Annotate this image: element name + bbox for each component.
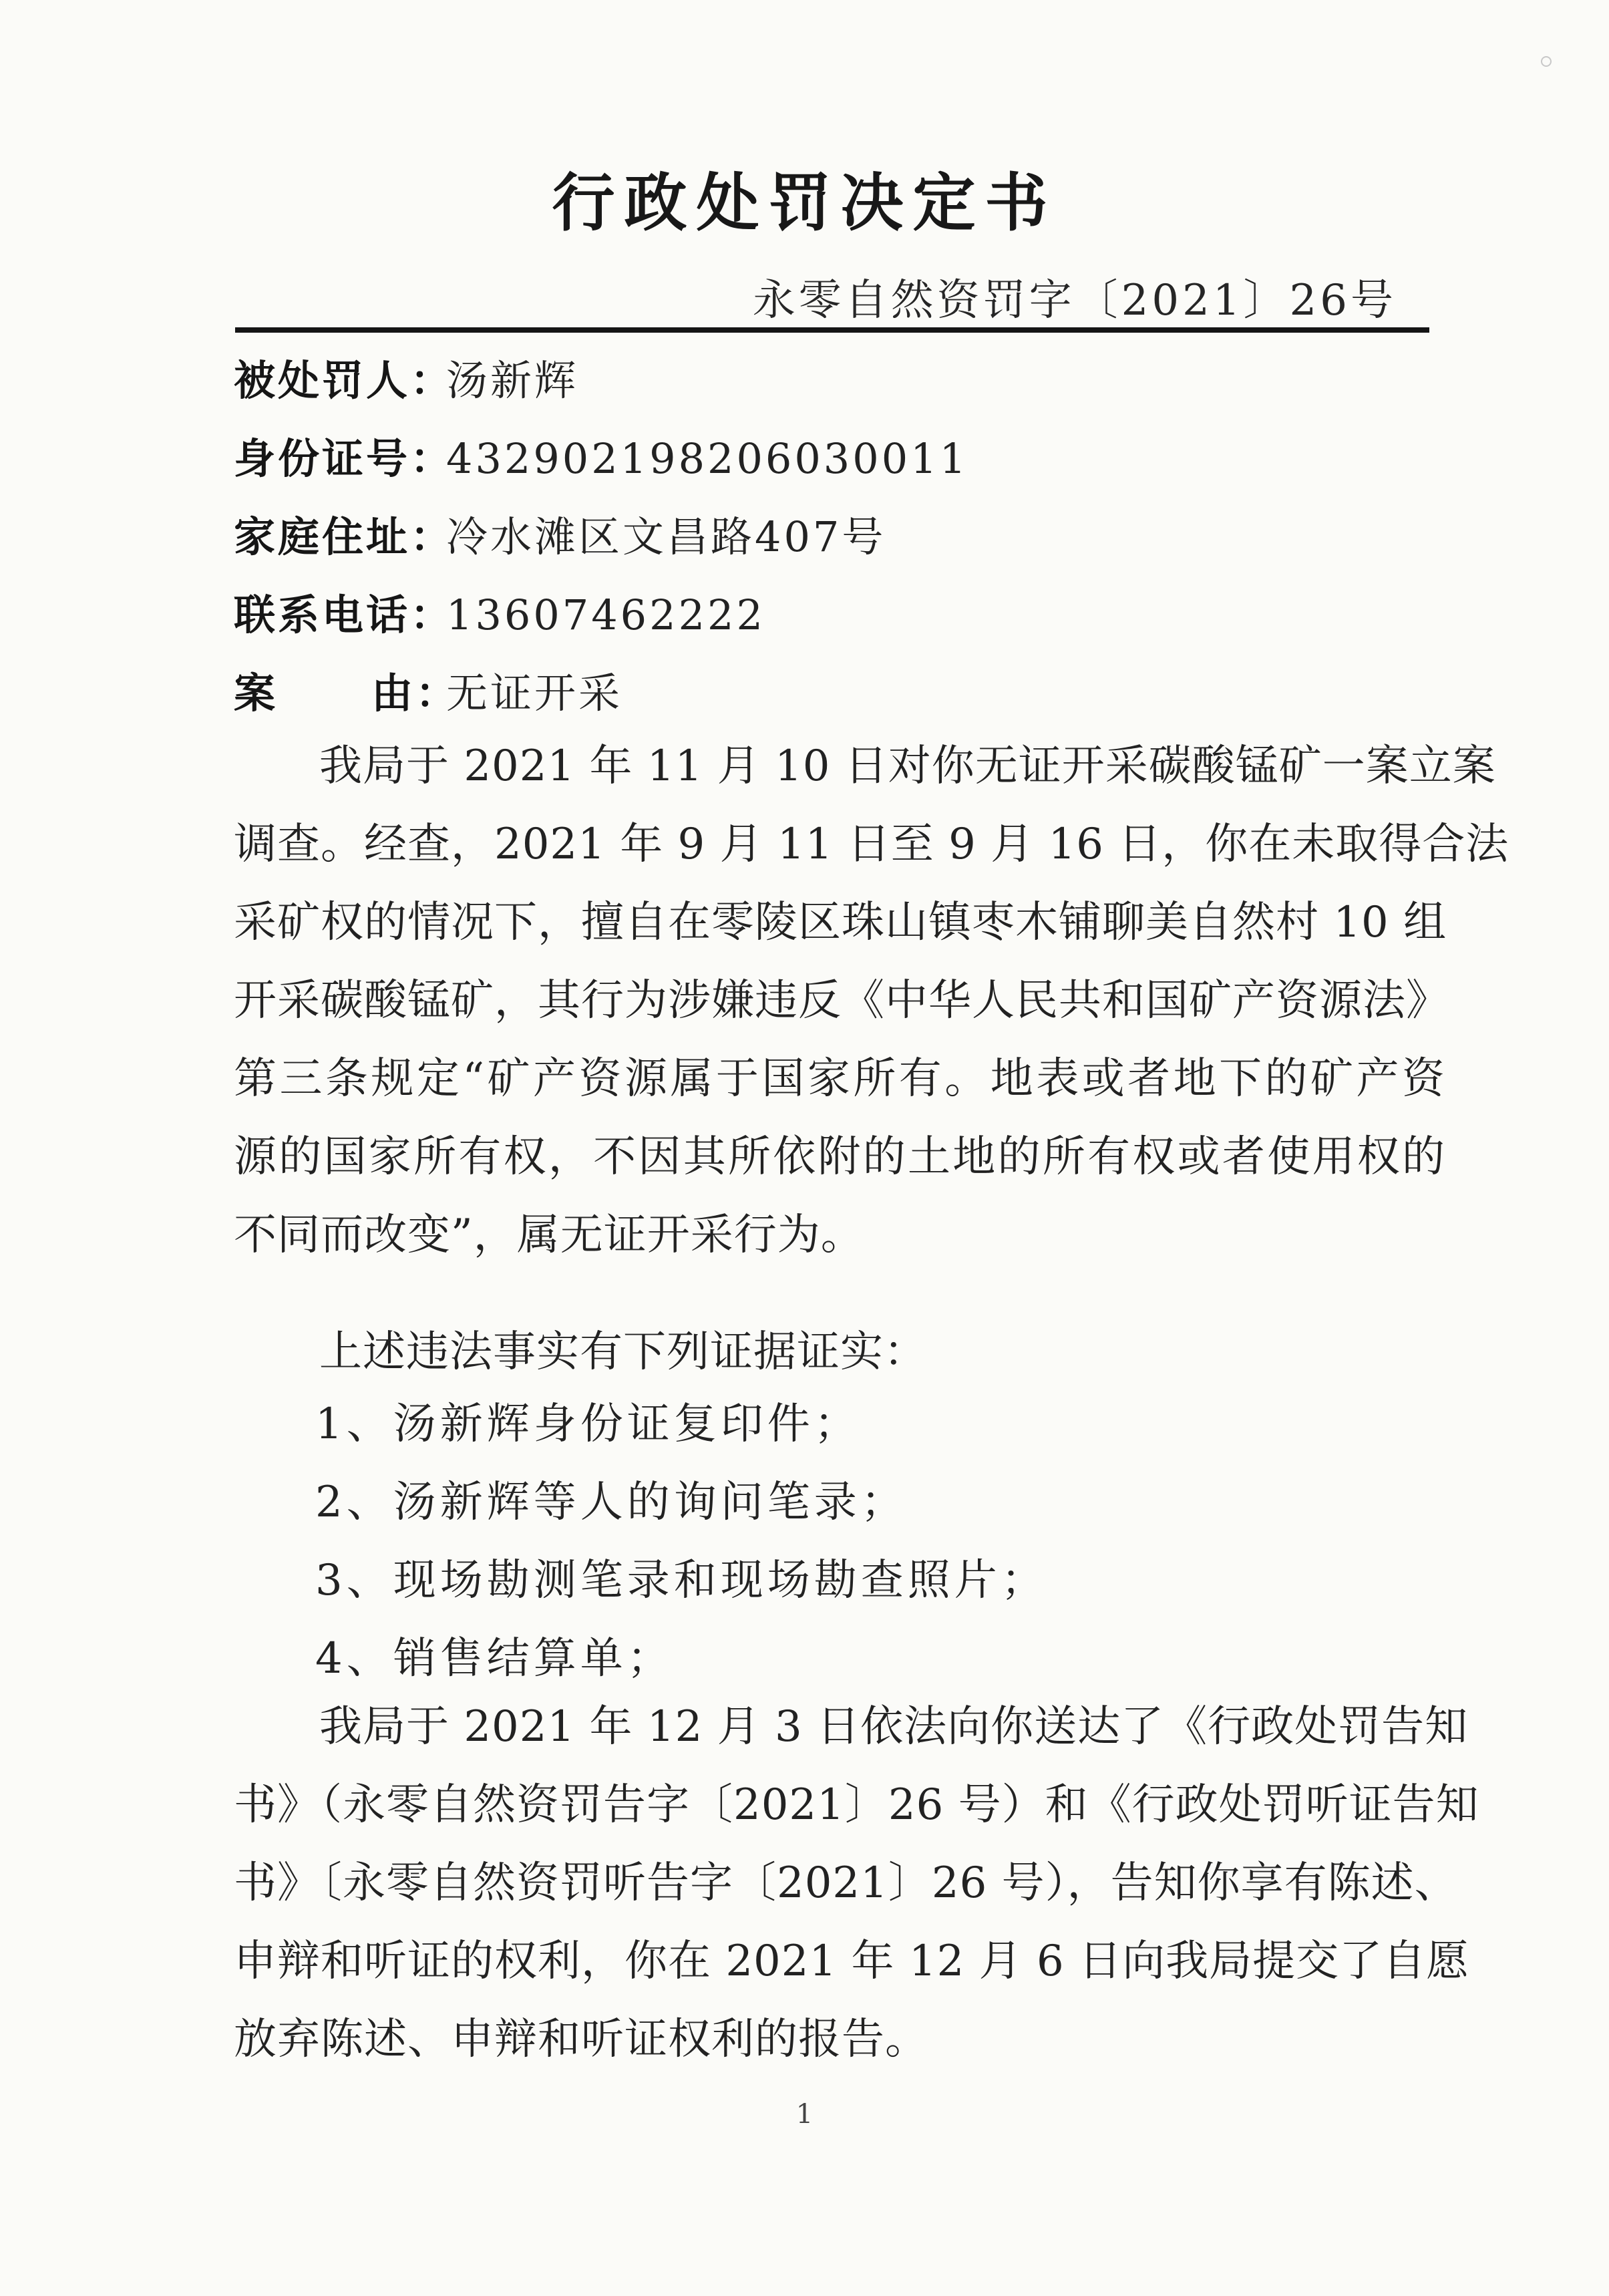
scan-mark [1541,56,1552,67]
field-home-address [234,504,886,563]
paragraph-line: 第三条规定“矿产资源属于国家所有。地表或者地下的矿产资 [234,1054,1445,1104]
paragraph-line: 采矿权的情况下，擅自在零陵区珠山镇枣木铺聊美自然村 10 组 [234,898,1447,947]
paragraph-line: 我局于 2021 年 11 月 10 日对你无证开采碳酸锰矿一案立案 [319,742,1496,791]
evidence-item: 2、汤新辉等人的询问笔录； [315,1478,908,1527]
evidence-intro: 上述违法事实有下列证据证实： [319,1327,927,1377]
field-value: 汤新辉 [446,356,579,405]
field-value: 无证开采 [446,669,623,717]
field-phone [234,582,765,641]
paragraph-line: 不同而改变”，属无证开采行为。 [234,1210,864,1260]
field-value: 13607462222 [446,591,765,639]
investigation-paragraph [234,727,1509,1275]
paragraph-line: 开采碳酸锰矿，其行为涉嫌违反《中华人民共和国矿产资源法》 [234,976,1449,1025]
field-id-number [234,426,968,485]
evidence-item: 4、销售结算单； [315,1634,674,1683]
paragraph-line: 书》（永零自然资罚告字〔2021〕26 号）和《行政处罚听证告知 [234,1780,1479,1830]
notification-paragraph [234,1688,1479,2079]
field-label: 家庭住址： [234,512,455,561]
paragraph-line: 我局于 2021 年 12 月 3 日依法向你送达了《行政处罚告知 [319,1702,1469,1752]
field-penalized-person [234,347,578,407]
paragraph-line: 申辩和听证的权利，你在 2021 年 12 月 6 日向我局提交了自愿 [234,1937,1470,1986]
document-number: 永零自然资罚字〔2021〕26号 [752,276,1397,325]
case-label-second: 由： [371,669,460,717]
paragraph-line: 书》〔永零自然资罚听告字〔2021〕26 号），告知你享有陈述、 [234,1858,1458,1908]
field-label: 被处罚人： [234,356,455,405]
paragraph-line: 源的国家所有权，不因其所依附的土地的所有权或者使用权的 [234,1132,1445,1182]
document-title: 行政处罚决定书 [552,167,1057,240]
paragraph-line: 放弃陈述、申辩和听证权利的报告。 [234,2015,928,2064]
field-case-reason [234,660,622,719]
evidence-intro-block [234,1313,1445,1391]
field-label [234,660,460,719]
page-number: 1 [795,2099,814,2130]
header-rule [235,327,1429,333]
field-label: 身份证号： [234,434,455,483]
paragraph-line: 调查。经查，2021 年 9 月 11 日至 9 月 16 日，你在未取得合法 [234,820,1509,869]
field-label: 联系电话： [234,591,455,639]
evidence-item: 3、现场勘测笔录和现场勘查照片； [315,1556,1048,1605]
field-value: 432902198206030011 [446,434,969,483]
field-value: 冷水滩区文昌路407号 [446,512,886,561]
case-label-first: 案 [234,669,279,717]
evidence-item: 1、汤新辉身份证复印件； [315,1400,861,1449]
